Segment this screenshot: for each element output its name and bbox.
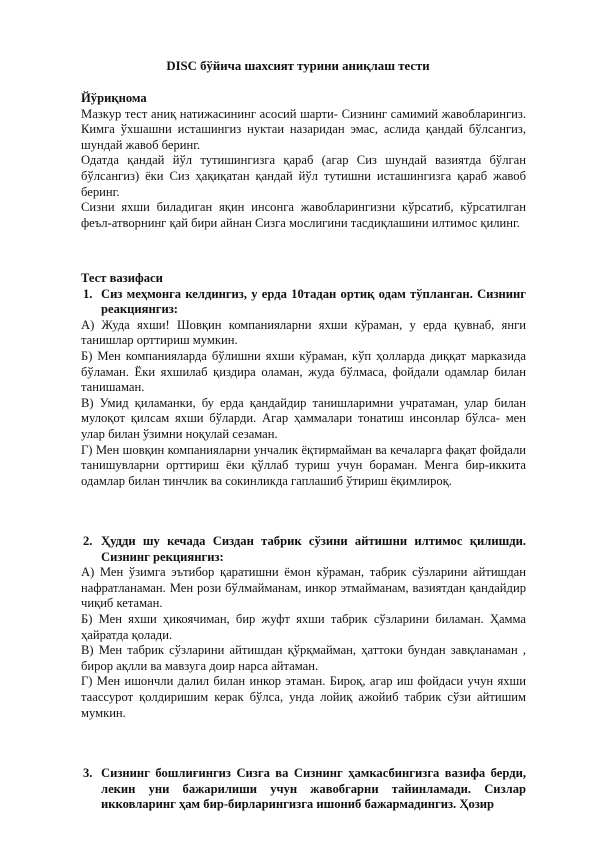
question-text: Ҳудди шу кечада Сиздан табрик сўзини айтишни илтимос қилишди. Сизнинг рекциянгиз:	[101, 534, 526, 564]
question-2	[81, 534, 526, 565]
question-text: Сиз меҳмонга келдингиз, у ерда 10тадан ортиқ одам тўпланган. Сизнинг реакциянгиз:	[101, 286, 526, 317]
instruction-paragraph: Сизни яхши биладиган яқин инсонга жавобларингизни кўрсатиб, кўрсатилган феъл-атворнинг қай бири айнан Сизга мослигини тасдиқлашини илтимос қилинг.	[81, 200, 526, 230]
test-section	[81, 271, 526, 489]
question-3-section	[81, 766, 526, 813]
answer-g: Г) Мен шовқин компанияларни унчалик ёқтирмайман ва кечаларга фақат фойдали танишувларни орттириш ёки қўллаб туриш учун бораман. Менга бир-иккита одамлар билан тинчлик ва сокинликда гаплашиб ўтириш ёқимлироқ.	[81, 442, 526, 488]
question-2-section	[81, 534, 526, 721]
test-heading: Тест вазифаси	[81, 271, 163, 285]
question-number: 3.	[83, 766, 93, 780]
answer-v: В) Умид қиламанки, бу ерда қандайдир танишларимни учратаман, улар билан мулоқот қилсам яхши бўларди. Агар ҳаммалари тонатиш инсонлар бўлса- мен улар билан ўзимни ноқулай сезаман.	[81, 395, 526, 441]
question-number: 1.	[83, 286, 93, 301]
answer-b: Б) Мен компанияларда бўлишни яхши кўраман, кўп ҳолларда диққат марказида бўламан. Ёки яхшилаб қиздира оламан, жуда бўлмаса, фойдали одамлар билан танишаман.	[81, 348, 526, 395]
instruction-paragraph: Мазкур тест аниқ натижасининг асосий шарти- Сизнинг самимий жавобларингиз. Кимга ўхшашни исташингиз нуктаи назаридан эмас, аслида қандай бўлсангиз, шундай жавоб беринг.	[81, 106, 526, 152]
answer-b: Б) Мен яхши ҳикоячиман, бир жуфт яхши табрик сўзларини биламан. Ҳамма ҳайратда қолади.	[81, 611, 526, 642]
document-title: DISC бўйича шахсият турини аниқлаш тести	[166, 59, 430, 73]
question-3	[81, 766, 526, 813]
question-number: 2.	[83, 534, 93, 548]
answer-a: А) Мен ўзимга эътибор қаратишни ёмон кўраман, табрик сўзларини айтишдан нафратланаман. Мен рози бўлмайманам, инкор этмайманам, вазиятдан қандайдир чиқиб кетаман.	[81, 565, 526, 611]
answer-v: В) Мен табрик сўзларини айтишдан қўрқмайман, ҳаттоки бундан завқланаман , бирор ақлли ва мавзуга доир нарса айтаман.	[81, 643, 526, 673]
question-text: Сизнинг бошлиғингиз Сизга ва Сизнинг ҳамкасбингизга вазифа берди, лекин уни бажарилиши учун жавобгарни тайинламади. Сизлар икковларинг ҳам бир-бирларингизга ишониб бажармадингиз. Ҳозир	[101, 766, 526, 812]
answer-g: Г) Мен ишончли далил билан инкор этаман. Бироқ, агар иш фойдаси учун яхши таассурот қолдиришим керак бўлса, унда лойиқ ажойиб табрик сўзи айтишим мумкин.	[81, 674, 526, 720]
instruction-section	[81, 91, 526, 231]
instruction-paragraph: Одатда қандай йўл тутишингизга қараб (агар Сиз шундай вазиятда бўлган бўлсангиз) ёки Сиз ҳақиқатан қандай йўл тутишни исташингизга қараб жавоб беринг.	[81, 153, 526, 199]
instruction-heading: Йўриқнома	[81, 91, 147, 105]
question-1	[81, 287, 526, 318]
answer-a: А) Жуда яхши! Шовқин компанияларни яхши кўраман, у ерда қувнаб, янги танишлар орттириш мумкин.	[81, 317, 526, 348]
